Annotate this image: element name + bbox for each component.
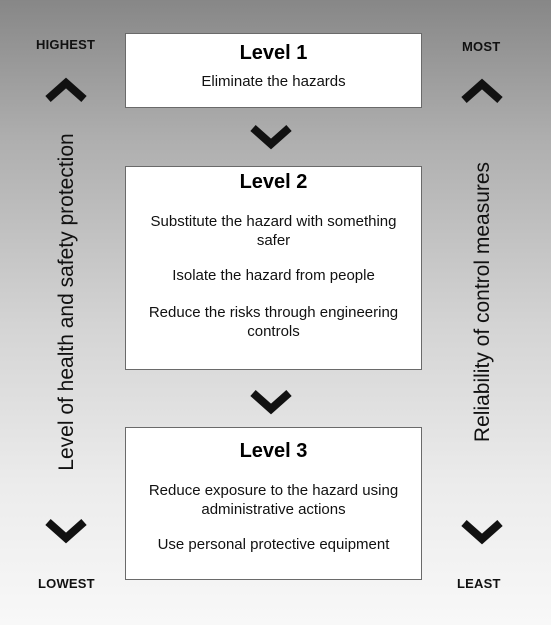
level-1-item: Eliminate the hazards bbox=[201, 73, 346, 90]
chevron-down-icon bbox=[248, 389, 294, 415]
level-3-item: Reduce exposure to the hazard using administrative actions bbox=[148, 482, 399, 518]
level-2-box bbox=[125, 166, 422, 370]
level-1-box bbox=[125, 33, 422, 108]
left-axis-top-label: HIGHEST bbox=[36, 37, 96, 52]
chevron-down-icon bbox=[248, 124, 294, 150]
chevron-up-icon bbox=[459, 78, 505, 104]
left-axis-title: Level of health and safety protection bbox=[55, 133, 78, 471]
level-1-title: Level 1 bbox=[239, 42, 308, 64]
right-axis-top-label: MOST bbox=[462, 39, 501, 54]
right-axis-title: Reliability of control measures bbox=[471, 161, 494, 443]
level-2-item: Substitute the hazard with something safer bbox=[150, 213, 397, 249]
level-2-item: Reduce the risks through engineering controls bbox=[148, 304, 399, 340]
level-2-item: Isolate the hazard from people bbox=[172, 267, 375, 284]
right-axis-bottom-label: LEAST bbox=[457, 576, 501, 591]
chevron-down-icon bbox=[43, 518, 89, 544]
level-3-title: Level 3 bbox=[239, 440, 308, 462]
level-2-title: Level 2 bbox=[239, 171, 308, 193]
level-3-box bbox=[125, 427, 422, 580]
chevron-down-icon bbox=[459, 519, 505, 545]
level-3-item: Use personal protective equipment bbox=[157, 536, 390, 553]
left-axis-bottom-label: LOWEST bbox=[38, 576, 95, 591]
chevron-up-icon bbox=[43, 77, 89, 103]
